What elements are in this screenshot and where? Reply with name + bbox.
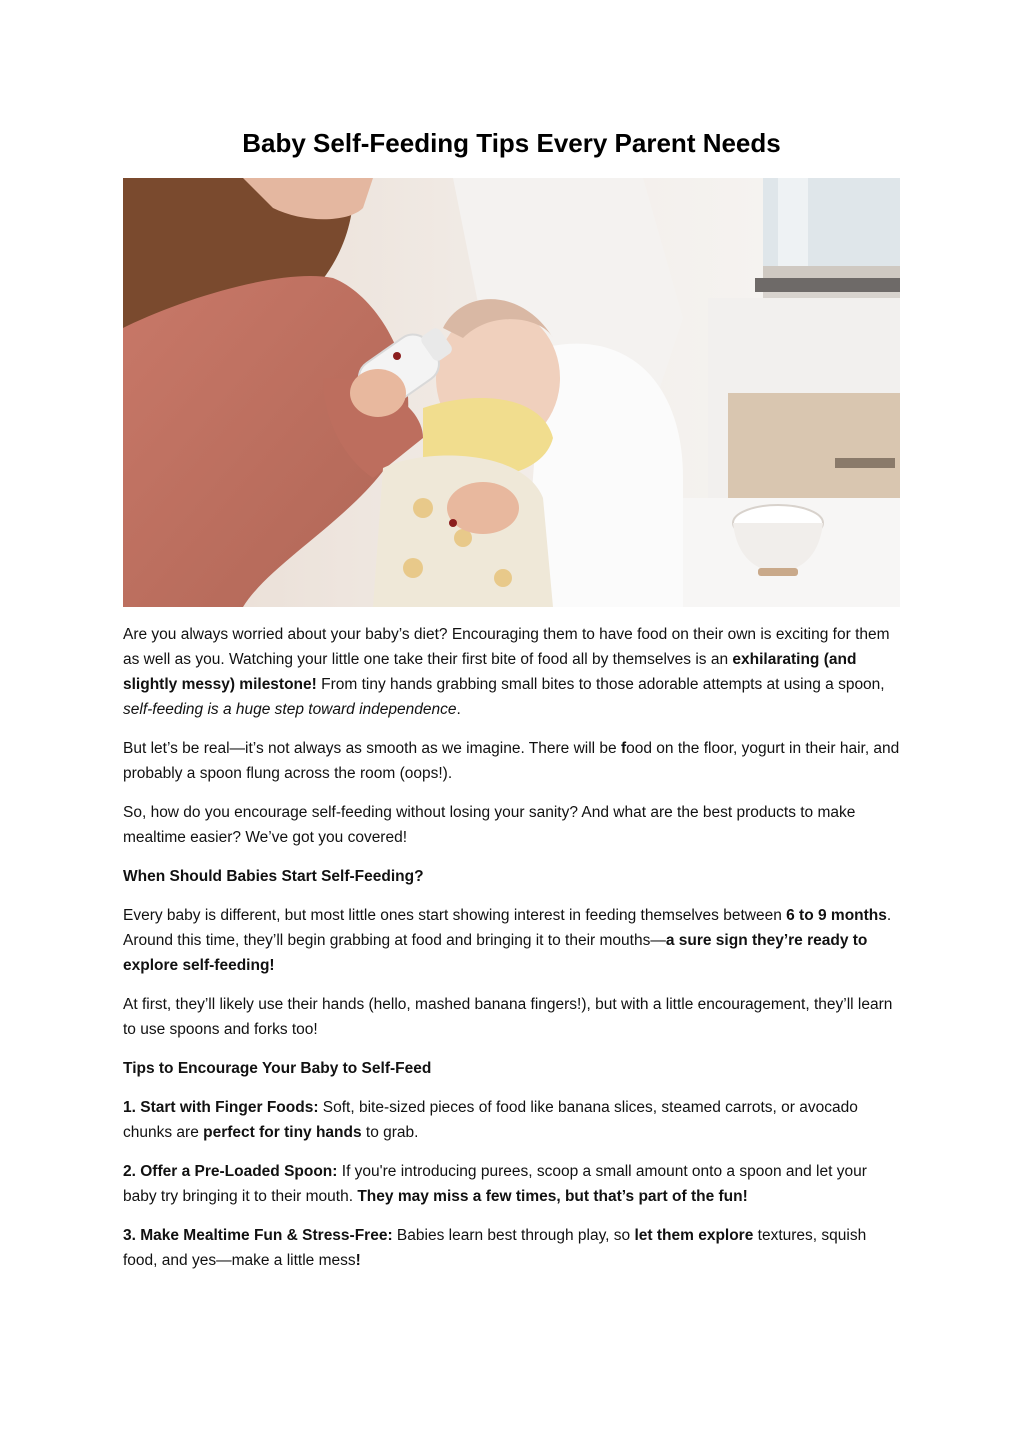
text-run-bold: !	[355, 1252, 361, 1269]
tip-2	[123, 1159, 903, 1209]
text-run-italic: self-feeding is a huge step toward independence	[123, 701, 457, 718]
text-run: Every baby is different, but most little ones start showing interest in feeding themselves between	[123, 907, 787, 924]
tip-3	[123, 1223, 903, 1273]
text-run: Babies learn best through play, so	[392, 1227, 635, 1244]
text-run: If you're introducing purees, scoop a small amount onto a spoon and let your baby try bringing it to their mouth.	[123, 1163, 867, 1205]
text-run-bold: f	[620, 740, 627, 757]
text-run: From tiny hands grabbing small bites to those adorable attempts at using a spoon,	[316, 676, 885, 693]
text-run-bold: perfect for tiny hands	[203, 1124, 362, 1141]
intro-paragraph-2	[123, 736, 903, 786]
hero-illustration	[123, 178, 900, 607]
article-body	[123, 622, 903, 1287]
text-run-bold: 6 to 9 months	[786, 907, 887, 924]
text-run: But let’s be real—it’s not always as smooth as we imagine. There will be	[123, 740, 621, 757]
text-run: Soft, bite-sized pieces of food like banana slices, steamed carrots, or avocado chunks are	[123, 1099, 858, 1141]
text-run-bold: let them explore	[634, 1227, 754, 1244]
text-run: . Around this time, they’ll begin grabbing at food and bringing it to their mouths—	[123, 907, 892, 949]
tip-1	[123, 1095, 903, 1145]
text-run-bold: They may miss a few times, but that’s part of the fun!	[357, 1188, 748, 1205]
intro-paragraph-3: So, how do you encourage self-feeding without losing your sanity? And what are the best products to make mealtime easier? We’ve got you covered!	[123, 804, 856, 846]
text-run: ood on the floor, yogurt in their hair, and probably a spoon flung across the room (oops!).	[123, 740, 900, 782]
tip-label: 1. Start with Finger Foods:	[123, 1099, 319, 1116]
intro-paragraph-1	[123, 622, 903, 722]
section-heading-tips: Tips to Encourage Your Baby to Self-Feed	[123, 1060, 432, 1077]
section1-paragraph-1	[123, 903, 903, 978]
section-heading-when-to-start: When Should Babies Start Self-Feeding?	[123, 868, 424, 885]
tip-label: 2. Offer a Pre-Loaded Spoon:	[123, 1163, 338, 1180]
text-run-bold: exhilarating (and slightly messy) milestone!	[123, 651, 857, 693]
hero-image	[123, 178, 900, 607]
text-run: .	[456, 701, 461, 718]
text-run: Are you always worried about your baby’s diet? Encouraging them to have food on their own is exciting for them as well as you. Watching your little one take their first bite of food all by themselves is an	[123, 626, 890, 668]
text-run: textures, squish food, and yes—make a little mess	[123, 1227, 867, 1269]
text-run: to grab.	[361, 1124, 419, 1141]
tip-label: 3. Make Mealtime Fun & Stress-Free:	[123, 1227, 393, 1244]
page-title: Baby Self-Feeding Tips Every Parent Needs	[242, 128, 781, 158]
section1-paragraph-2: At first, they’ll likely use their hands (hello, mashed banana fingers!), but with a little encouragement, they’ll learn to use spoons and forks too!	[123, 996, 893, 1038]
text-run-bold: a sure sign they’re ready to explore self-feeding!	[123, 932, 868, 974]
